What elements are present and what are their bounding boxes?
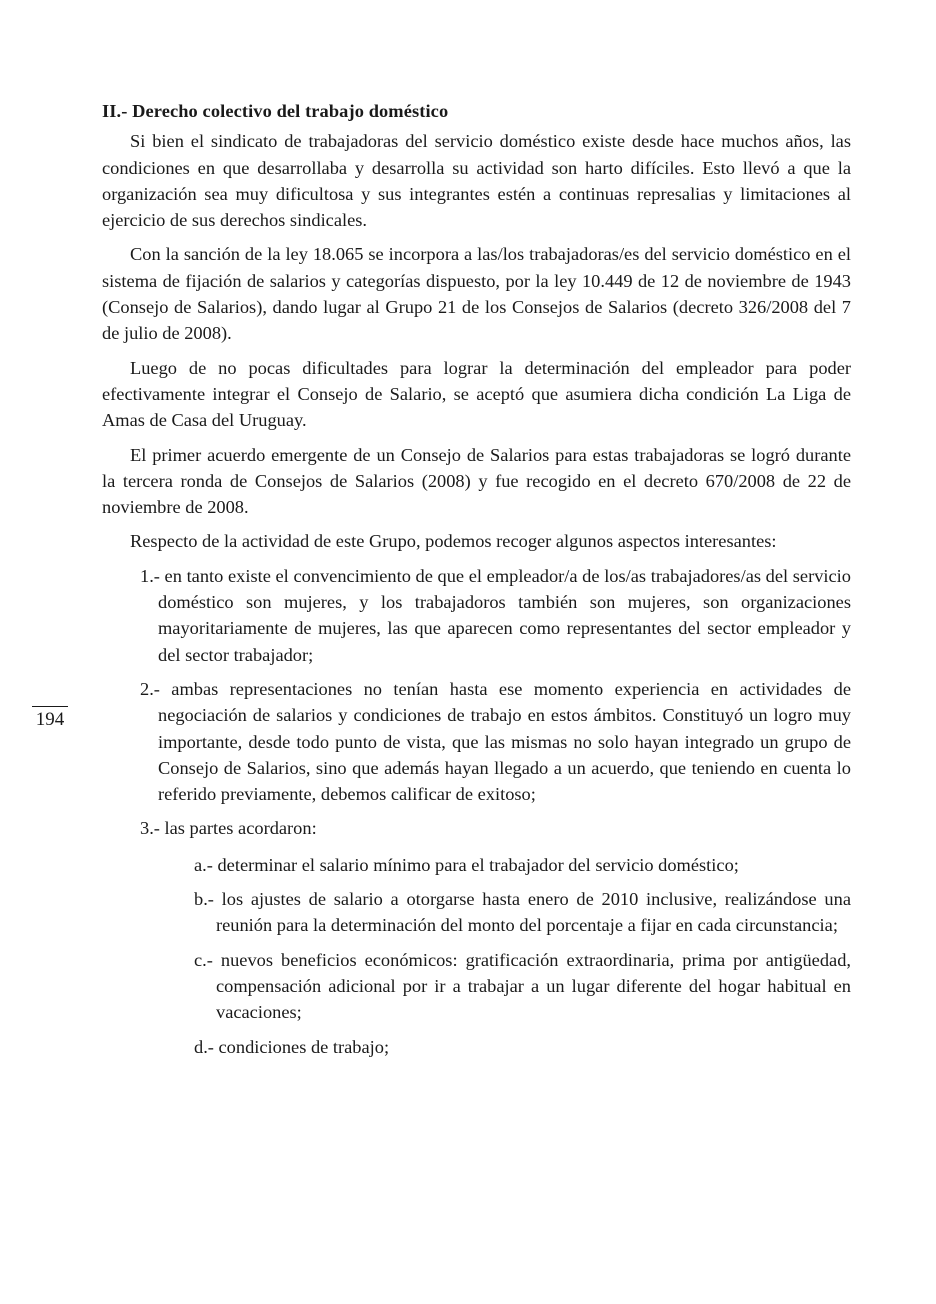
paragraph-3: Luego de no pocas dificultades para lograr la determinación del empleador para poder efectivamente integrar el Consejo de Salario, se aceptó que asumiera dicha condición La Liga de Amas de Casa del Uruguay. xyxy=(102,357,851,431)
list-item-3: 3.- las partes acordaron: xyxy=(140,818,317,839)
paragraph-1: Si bien el sindicato de trabajadoras del servicio doméstico existe desde hace muchos años, las condiciones en que desarrollaba y desarrolla su actividad son harto difíciles. Esto llevó a que la organización sea muy dificultosa y sus integrantes estén a continuas represalias y limitaciones al ejercicio de sus derechos sindicales. xyxy=(102,131,851,231)
sub-item-a: a.- determinar el salario mínimo para el trabajador del servicio doméstico; xyxy=(194,854,739,875)
paragraph-4: El primer acuerdo emergente de un Consejo de Salarios para estas trabajadoras se logró durante la tercera ronda de Consejos de Salarios (2008) y fue recogido en el decreto 670/2008 de 22 de noviembre de 2008. xyxy=(102,444,851,518)
list-item-1: 1.- en tanto existe el convencimiento de que el empleador/a de los/as trabajadores/as del servicio doméstico son mujeres, y los trabajadoros también son mujeres, son organizaciones mayoritariamente de mujeres, las que aparecen como representantes del sector empleador y del sector trabajador; xyxy=(140,565,851,665)
paragraph-2: Con la sanción de la ley 18.065 se incorpora a las/los trabajadoras/es del servicio doméstico en el sistema de fijación de salarios y categorías dispuesto, por la ley 10.449 de 12 de noviembre de 1943 (Consejo de Salarios), dando lugar al Grupo 21 de los Consejos de Salarios (decreto 326/2008 del 7 de julio de 2008). xyxy=(102,244,851,344)
section-heading: II.- Derecho colectivo del trabajo doméstico xyxy=(102,101,449,121)
sub-item-b: b.- los ajustes de salario a otorgarse hasta enero de 2010 inclusive, realizándose una reunión para la determinación del monto del porcentaje a fijar en cada circunstancia; xyxy=(194,889,851,936)
sub-item-d: d.- condiciones de trabajo; xyxy=(194,1036,390,1057)
paragraph-5: Respecto de la actividad de este Grupo, podemos recoger algunos aspectos interesantes: xyxy=(130,531,777,552)
sub-item-c: c.- nuevos beneficios económicos: gratificación extraordinaria, prima por antigüedad, compensación adicional por ir a trabajar a un lugar diferente del hogar habitual en vacaciones; xyxy=(194,949,851,1023)
page-body xyxy=(102,98,851,1068)
list-item-2: 2.- ambas representaciones no tenían hasta ese momento experiencia en actividades de negociación de salarios y condiciones de trabajo en estos ámbitos. Constituyó un logro muy importante, desde todo punto de vista, que las mismas no solo hayan integrado un grupo de Consejo de Salarios, sino que además hayan llegado a un acuerdo, que teniendo en cuenta lo referido previamente, debemos calificar de exitoso; xyxy=(140,678,851,805)
page-number: 194 xyxy=(32,706,68,731)
